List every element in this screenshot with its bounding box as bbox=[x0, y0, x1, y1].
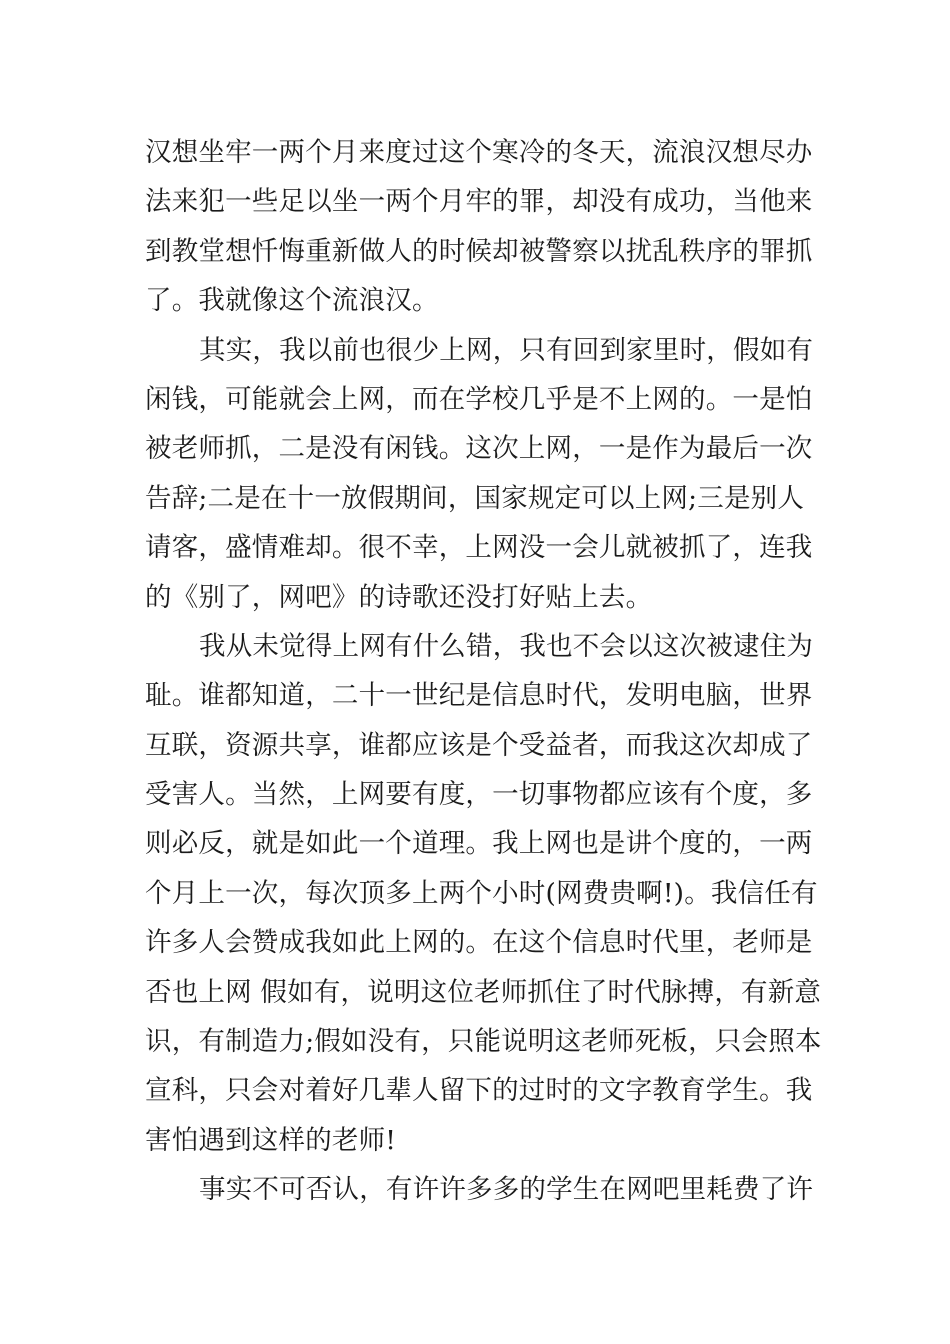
body-text bbox=[145, 128, 822, 1215]
text-line: 互联，资源共享，谁都应该是个受益者，而我这次却成了 bbox=[145, 729, 813, 761]
paragraph-first-line: 事实不可否认，有许许多多的学生在网吧里耗费了许 bbox=[199, 1174, 814, 1206]
text-line: 汉想坐牢一两个月来度过这个寒冷的冬天，流浪汉想尽办 bbox=[145, 137, 813, 168]
text-line: 被老师抓，二是没有闲钱。这次上网，一是作为最后一次 bbox=[145, 433, 813, 465]
paragraph-first-line: 我从未觉得上网有什么错，我也不会以这次被逮住为 bbox=[199, 630, 814, 662]
text-line: 宣科，只会对着好几辈人留下的过时的文字教育学生。我 bbox=[145, 1075, 813, 1107]
text-line: 告辞;二是在十一放假期间，国家规定可以上网;三是别人 bbox=[145, 482, 805, 514]
text-line: 到教堂想忏悔重新做人的时候却被警察以扰乱秩序的罪抓 bbox=[145, 235, 813, 267]
text-line: 了。我就像这个流浪汉。 bbox=[145, 285, 439, 317]
text-line: 耻。谁都知道，二十一世纪是信息时代，发明电脑，世界 bbox=[145, 680, 813, 712]
text-line: 则必反，就是如此一个道理。我上网也是讲个度的，一两 bbox=[145, 828, 813, 860]
text-line: 识，有制造力;假如没有，只能说明这老师死板，只会照本 bbox=[145, 1026, 822, 1058]
text-line: 受害人。当然，上网要有度，一切事物都应该有个度，多 bbox=[145, 779, 813, 811]
text-line: 法来犯一些足以坐一两个月牢的罪，却没有成功，当他来 bbox=[145, 186, 813, 218]
text-line: 个月上一次，每次顶多上两个小时(网费贵啊!)。我信任有 bbox=[145, 877, 818, 909]
text-line: 害怕遇到这样的老师! bbox=[145, 1124, 397, 1156]
text-line: 否也上网 假如有，说明这位老师抓住了时代脉搏，有新意 bbox=[145, 976, 822, 1008]
text-line: 请客，盛情难却。很不幸，上网没一会儿就被抓了，连我 bbox=[145, 532, 813, 564]
paragraph-first-line: 其实，我以前也很少上网，只有回到家里时，假如有 bbox=[199, 334, 814, 366]
text-line: 许多人会赞成我如此上网的。在这个信息时代里，老师是 bbox=[145, 927, 813, 959]
text-line: 闲钱，可能就会上网，而在学校几乎是不上网的。一是怕 bbox=[145, 383, 813, 415]
text-line: 的《别了，网吧》的诗歌还没打好贴上去。 bbox=[145, 581, 653, 613]
